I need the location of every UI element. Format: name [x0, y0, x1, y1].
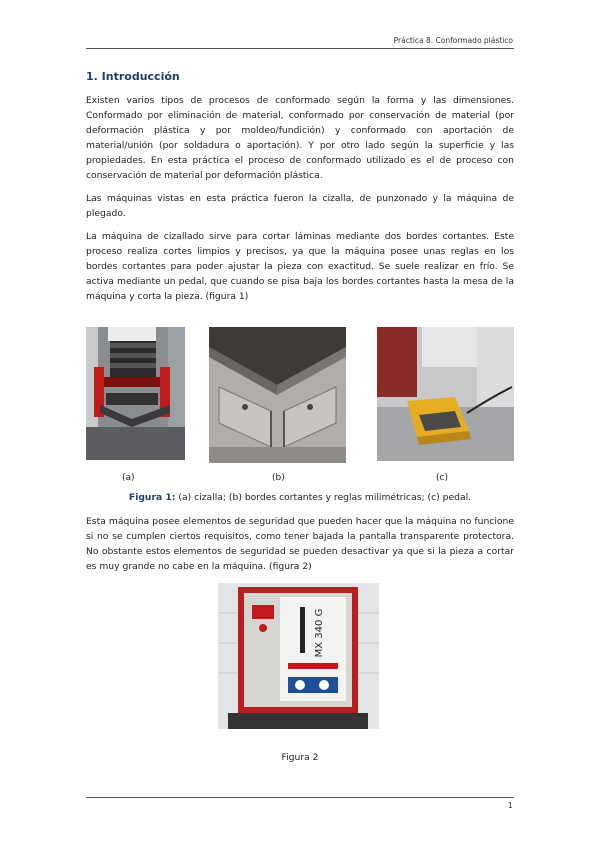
- figure-2-caption: Figura 2: [281, 752, 319, 763]
- footer-rule: [86, 797, 514, 798]
- photo-foot-pedal: [377, 327, 514, 461]
- paragraph-1: Existen varios tipos de procesos de conformado según la forma y las dimensiones. Conformado por eliminación de material, conformado por conservación de material (por deformación plástica y por moldeo/fundición) y conformado con aportación de material/unión (por soldadura o aportación). Y por otro lado según la superficie y las propiedades. En esta práctica el proceso de conformado utilizado es el de proceso con conservación de material por deformación plástica.: [86, 95, 514, 181]
- section-title: 1. Introducción: [86, 70, 180, 83]
- machine-model-label: MX 340 G: [314, 608, 325, 658]
- figure-1-caption-label: Figura 1:: [128, 492, 176, 503]
- figure-1-caption-text: (a) cizalla; (b) bordes cortantes y reglas milimétricas; (c) pedal.: [175, 492, 472, 503]
- page-number: 1: [507, 801, 513, 810]
- header-rule: [86, 48, 514, 49]
- figure-1-caption: [86, 492, 514, 503]
- photo-cutting-edges: [209, 327, 346, 463]
- main-content: [86, 70, 514, 312]
- figure-1: [86, 327, 514, 463]
- subfigure-label-b: (b): [272, 473, 285, 483]
- paragraph-2: Las máquinas vistas en esta práctica fueron la cizalla, de punzonado y la máquina de plegado.: [86, 193, 514, 219]
- paragraph-4: Esta máquina posee elementos de seguridad que pueden hacer que la máquina no funcione si no se cumplen ciertos requisitos, como tener bajada la pantalla transparente protectora. No obstante estos elementos de seguridad se pueden desactivar ya que si la pieza a cortar es muy grande no cabe en la máquina. (figura 2): [86, 516, 514, 572]
- paragraph-3: La máquina de cizallado sirve para cortar láminas mediante dos bordes cortantes. Este proceso realiza cortes limpios y precisos, ya que la máquina posee unas reglas en los bordes cortantes para poder ajustar la pieza con exactitud. Se suele realizar en frío. Se activa mediante un pedal, que cuando se pisa baja los bordes cortantes hasta la mesa de la máquina y corta la pieza. (figura 1): [86, 231, 514, 302]
- running-header: Práctica 8. Conformado plástico: [393, 36, 513, 45]
- subfigure-label-a: (a): [122, 473, 135, 483]
- subfigure-label-c: (c): [436, 473, 448, 483]
- photo-shear-machine: [86, 327, 185, 460]
- photo-safety-panel: [218, 583, 379, 729]
